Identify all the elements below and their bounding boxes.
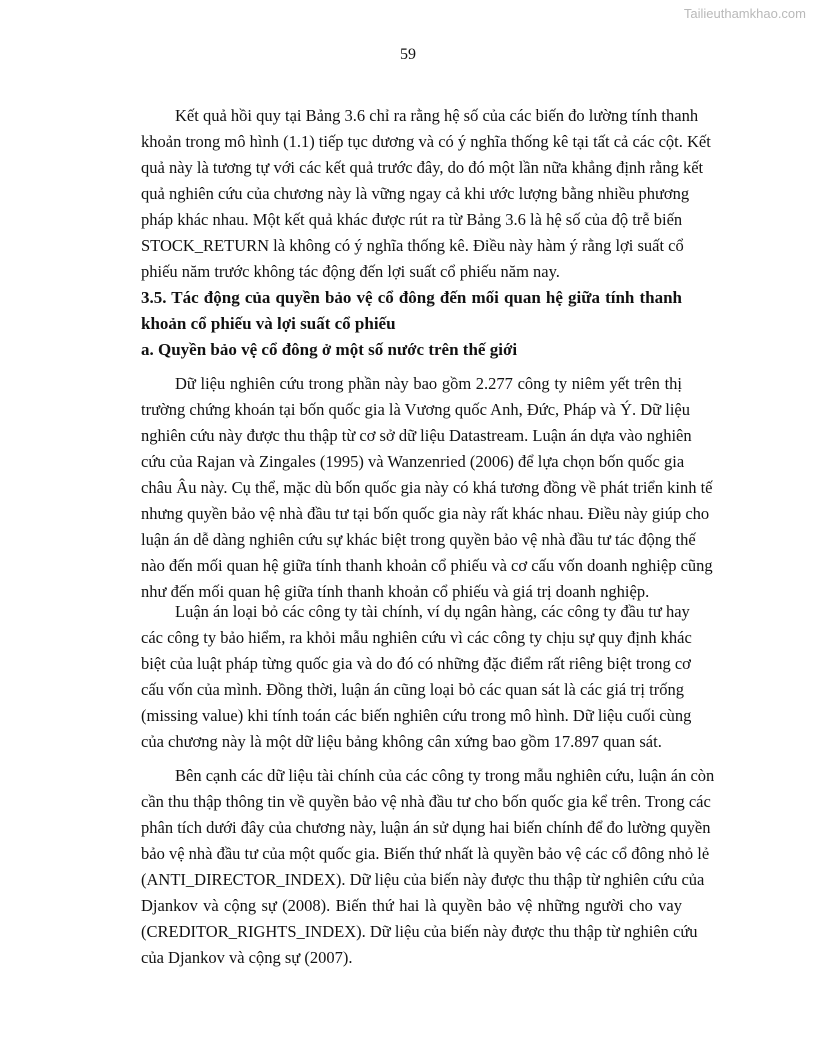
text-line: trường chứng khoán tại bốn quốc gia là Vương quốc Anh, Đức, Pháp và Ý. Dữ liệu [141,400,690,419]
text-line: Dữ liệu nghiên cứu trong phần này bao gồm 2.277 công ty niêm yết trên thị [175,374,682,393]
page-number: 59 [400,46,416,63]
text-line: STOCK_RETURN là không có ý nghĩa thống kê. Điều này hàm ý rằng lợi suất cổ [141,236,684,255]
paragraph-3 [141,599,692,755]
text-line: phân tích dưới đây của chương này, luận án sử dụng hai biến chính để đo lường quyền [141,818,711,837]
text-line: nào đến mối quan hệ giữa tính thanh khoản cổ phiếu và cơ cấu vốn doanh nghiệp cũng [141,556,713,575]
text-line: biệt của luật pháp từng quốc gia và do đó có những đặc điểm rất riêng biệt trong cơ [141,654,691,673]
subsection-heading-text: a. Quyền bảo vệ cổ đông ở một số nước trên thế giới [141,340,518,359]
paragraph-4 [141,763,715,971]
text-line: (missing value) khi tính toán các biến nghiên cứu trong mô hình. Dữ liệu cuối cùng [141,706,692,725]
text-line: châu Âu này. Cụ thể, mặc dù bốn quốc gia này có khá tương đồng về phát triển kinh tế [141,478,713,497]
text-line: Luận án loại bỏ các công ty tài chính, ví dụ ngân hàng, các công ty đầu tư hay [175,602,690,621]
text-line: như đến mối quan hệ giữa tính thanh khoản cổ phiếu và giá trị doanh nghiệp. [141,582,650,601]
watermark: Tailieuthamkhao.com [683,6,806,21]
text-line: các công ty bảo hiểm, ra khỏi mẫu nghiên cứu vì các công ty chịu sự quy định khác [141,628,692,647]
text-line: luận án dễ dàng nghiên cứu sự khác biệt trong quyền bảo vệ nhà đầu tư tác động thế [141,530,696,549]
text-line: bảo vệ nhà đầu tư của một quốc gia. Biến thứ nhất là quyền bảo vệ các cổ đông nhỏ lẻ [141,844,710,863]
text-line: khoản trong mô hình (1.1) tiếp tục dương và có ý nghĩa thống kê tại tất cả các cột. Kết [141,132,711,151]
paragraph-2 [141,371,713,605]
subsection-heading [141,337,682,363]
text-line: (ANTI_DIRECTOR_INDEX). Dữ liệu của biến này được thu thập từ nghiên cứu của [141,870,705,889]
section-heading [141,285,682,337]
text-line: (CREDITOR_RIGHTS_INDEX). Dữ liệu của biến này được thu thập từ nghiên cứu [141,922,698,941]
text-line: của Djankov và cộng sự (2007). [141,948,353,967]
text-line: nhưng quyền bảo vệ nhà đầu tư tại bốn quốc gia này rất khác nhau. Điều này giúp cho [141,504,710,523]
text-line: pháp khác nhau. Một kết quả khác được rút ra từ Bảng 3.6 là hệ số của độ trễ biến [141,210,683,229]
text-line: nghiên cứu này được thu thập từ cơ sở dữ liệu Datastream. Luận án dựa vào nghiên [141,426,692,445]
text-line: quả này là tương tự với các kết quả trước đây, do đó một lần nữa khẳng định rằng kết [141,158,704,177]
text-line: cấu vốn của mình. Đồng thời, luận án cũng loại bỏ các quan sát là các giá trị trống [141,680,684,699]
text-line: Djankov và cộng sự (2008). Biến thứ hai là quyền bảo vệ những người cho vay [141,896,682,915]
text-line: cần thu thập thông tin về quyền bảo vệ nhà đầu tư cho bốn quốc gia kể trên. Trong các [141,792,711,811]
text-line: khoản cổ phiếu và lợi suất cổ phiếu [141,314,396,333]
text-line: của chương này là một dữ liệu bảng không cân xứng bao gồm 17.897 quan sát. [141,732,662,751]
text-line: quả nghiên cứu của chương này là vững ngay cả khi ước lượng bằng nhiều phương [141,184,690,203]
text-line: phiếu năm trước không tác động đến lợi suất cổ phiếu năm nay. [141,262,560,281]
text-line: 3.5. Tác động của quyền bảo vệ cổ đông đến mối quan hệ giữa tính thanh [141,288,682,307]
text-line: Bên cạnh các dữ liệu tài chính của các công ty trong mẫu nghiên cứu, luận án còn [175,766,715,785]
paragraph-1 [141,103,711,285]
text-line: cứu của Rajan và Zingales (1995) và Wanzenried (2006) để lựa chọn bốn quốc gia [141,452,685,471]
text-line: Kết quả hồi quy tại Bảng 3.6 chỉ ra rằng hệ số của các biến đo lường tính thanh [175,106,699,125]
